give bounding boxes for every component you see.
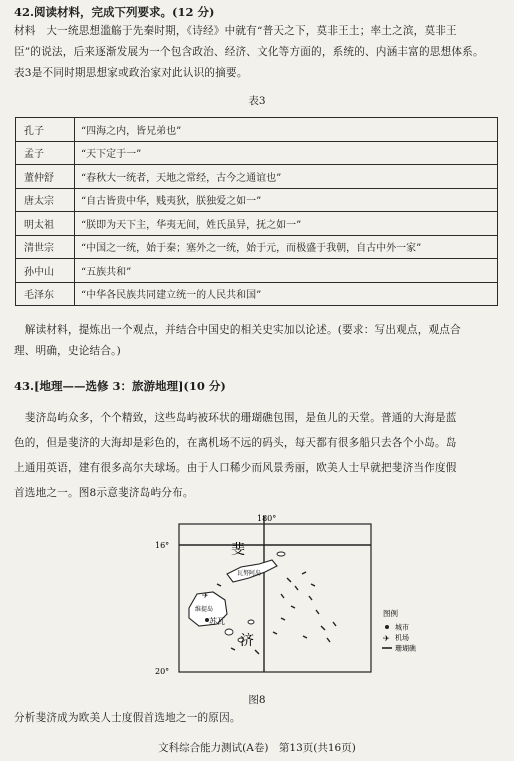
table-row — [16, 118, 498, 142]
thinker-quote: “中华各民族共同建立统一的人民共和国” — [75, 282, 498, 306]
lat-bottom-label: 20° — [155, 667, 170, 676]
material-line: 材料 大一统思想滥觞于先秦时期，《诗经》中就有“普天之下，莫非王土；率土之滨，莫非王 — [14, 25, 457, 37]
lat-top-label: 16° — [155, 541, 170, 550]
thinker-name: 毛泽东 — [16, 282, 75, 306]
thinker-quote: “中国之一统，始于秦；塞外之一统，始于元，而极盛于我朝，自古中外一家” — [75, 235, 498, 259]
page-footer: 文科综合能力测试(A卷) 第13页(共16页) — [158, 742, 356, 754]
thinker-name: 清世宗 — [16, 235, 75, 259]
table-row — [16, 188, 498, 212]
table-row — [16, 141, 498, 165]
small-island — [225, 629, 233, 635]
legend-item: 机场 — [395, 634, 409, 642]
instruction-line: 解读材料，提炼出一个观点，并结合中国史的相关史实加以论述。(要求：写出观点，观点合 — [14, 324, 461, 336]
fiji-line: 上通用英语，建有很多高尔夫球场。由于人口稀少而风景秀丽，欧美人士早就把斐济当作度假 — [14, 462, 457, 474]
material-text — [14, 21, 506, 84]
table-row — [16, 165, 498, 189]
thinker-name: 唐太宗 — [16, 188, 75, 212]
material-line: 臣”的说法，后来逐渐发展为一个包含政治、经济、文化等方面的，系统的、内涵丰富的思想体系。 — [14, 46, 484, 58]
material-line: 表3是不同时期思想家或政治家对此认识的摘要。 — [14, 67, 248, 79]
small-island — [277, 552, 285, 556]
fiji-line: 色的，但是斐济的大海却是彩色的，在离机场不远的码头，每天都有很多船只去各个小岛。岛 — [14, 437, 457, 449]
instruction-line: 理、明确，史论结合。) — [14, 345, 121, 357]
table-row — [16, 259, 498, 283]
airport-legend-icon: ✈ — [383, 634, 390, 643]
thinker-name: 孟子 — [16, 141, 75, 165]
thinker-name: 明太祖 — [16, 212, 75, 236]
thinker-quote: “天下定于一” — [75, 141, 498, 165]
thinker-name: 孔子 — [16, 118, 75, 142]
fiji-line: 首选地之一。图8示意斐济岛屿分布。 — [14, 487, 194, 499]
lon-label: 180° — [257, 514, 277, 523]
airport-icon: ✈ — [202, 591, 209, 600]
legend-item: 珊瑚礁 — [395, 644, 416, 653]
coral-reef-marks — [217, 572, 336, 654]
city-dot — [205, 618, 209, 622]
island-label: 瓦努阿岛 — [237, 570, 262, 577]
question-42-title: 42.阅读材料，完成下列要求。(12 分) — [14, 5, 215, 19]
country-label: 斐 — [231, 542, 245, 558]
question-43-title: 43.[地理——选修 3：旅游地理](10 分) — [14, 379, 226, 393]
table-row — [16, 282, 498, 306]
quote-table — [15, 117, 498, 306]
thinker-quote: “四海之内，皆兄弟也” — [75, 118, 498, 142]
thinker-quote: “五族共和” — [75, 259, 498, 283]
thinker-quote: “自古皆贵中华，贱夷狄，朕独爱之如一” — [75, 188, 498, 212]
q42-instruction — [14, 320, 506, 362]
table-caption: 表3 — [248, 95, 266, 107]
country-label: 济 — [240, 633, 254, 649]
fiji-map — [155, 514, 474, 689]
table-row — [16, 212, 498, 236]
legend-title: 图例 — [383, 609, 398, 618]
city-legend-icon — [385, 625, 389, 629]
q43-question: 分析斐济成为欧美人士度假首选地之一的原因。 — [14, 712, 241, 724]
thinker-name: 孙中山 — [16, 259, 75, 283]
table-row — [16, 235, 498, 259]
map-legend — [382, 608, 417, 653]
fiji-text — [14, 406, 506, 506]
thinker-name: 董仲舒 — [16, 165, 75, 189]
city-label: 苏瓦 — [209, 617, 225, 626]
thinker-quote: “朕即为天下主，华夷无间，姓氏虽异，抚之如一” — [75, 212, 498, 236]
fiji-line: 斐济岛屿众多，个个精致，这些岛屿被环状的珊瑚礁包围，是鱼儿的天堂。普通的大海是蓝 — [14, 412, 457, 424]
legend-item: 城市 — [395, 623, 409, 632]
small-island — [248, 620, 254, 624]
island-label: 维提岛 — [195, 606, 214, 613]
figure-caption: 图8 — [248, 694, 266, 706]
thinker-quote: “春秋大一统者，天地之常经，古今之通谊也” — [75, 165, 498, 189]
